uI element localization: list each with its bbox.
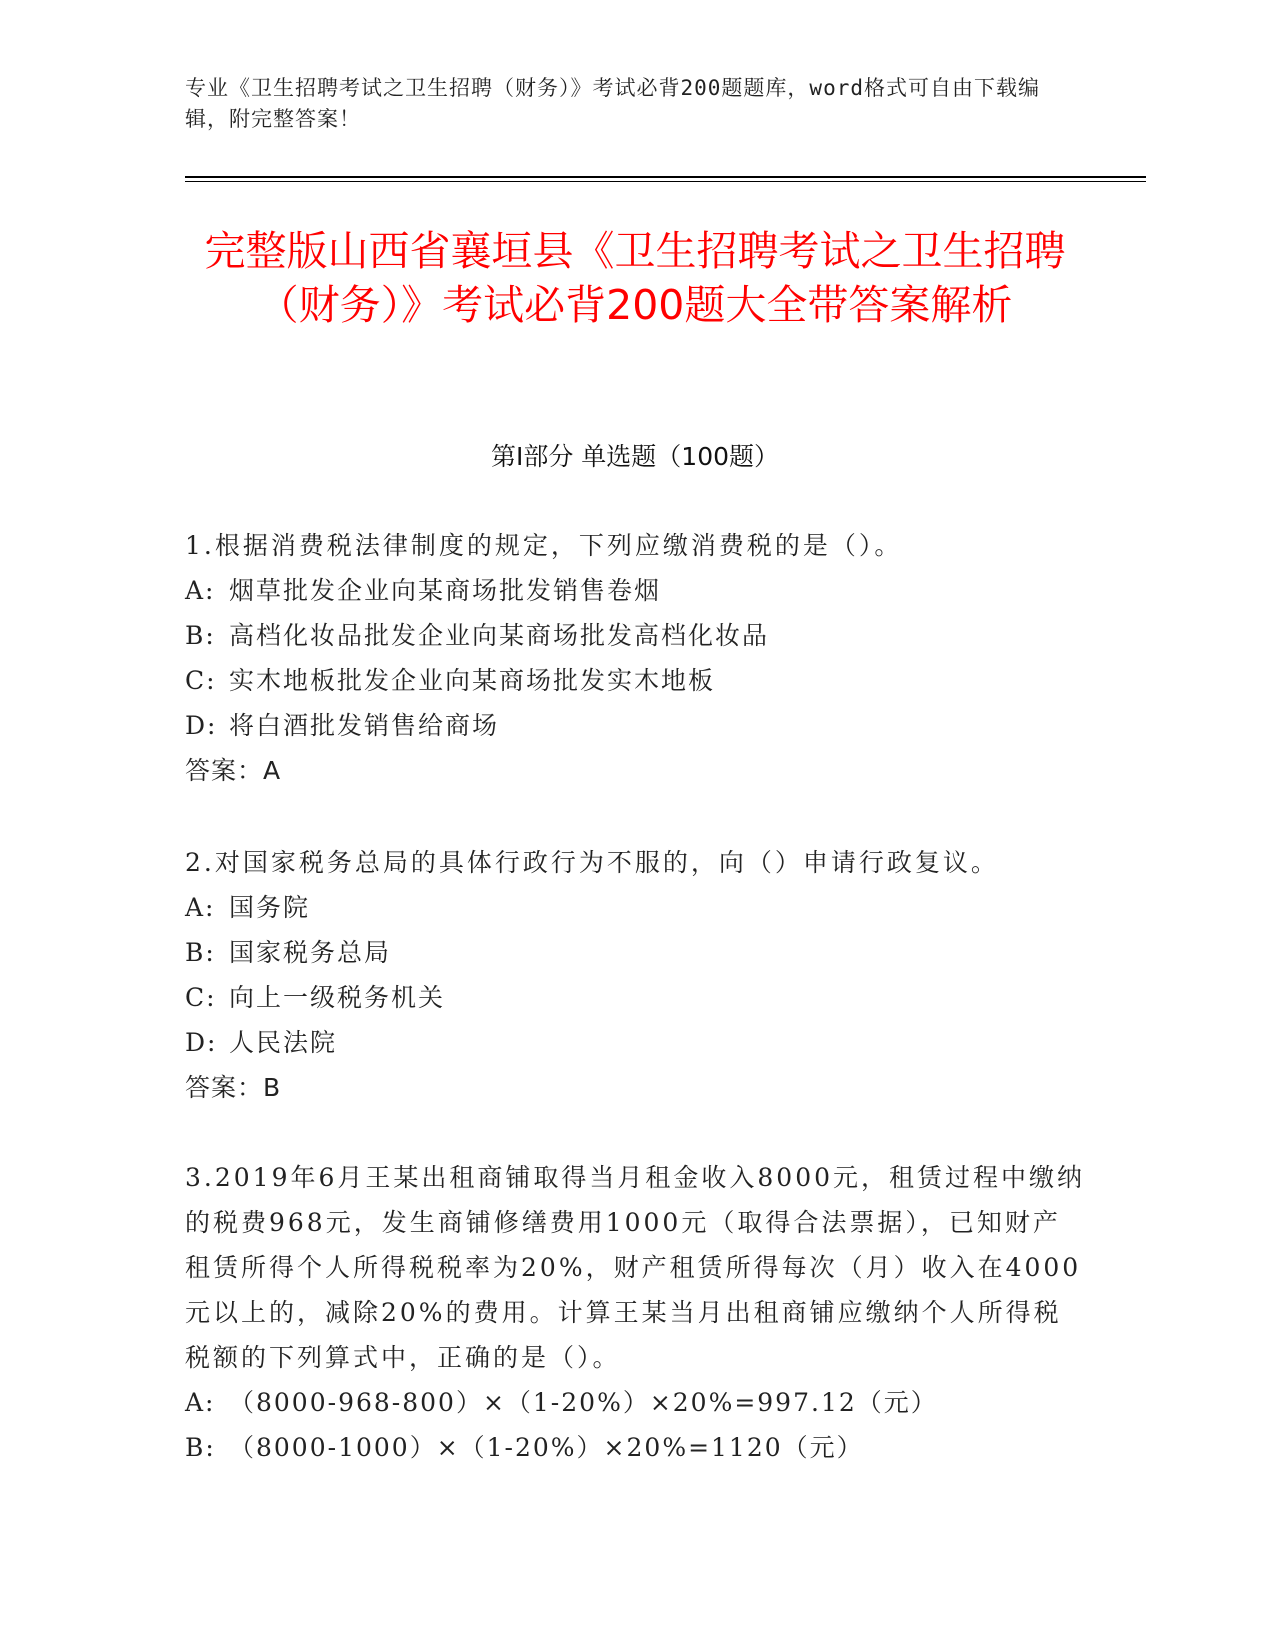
- option-a: [185, 1380, 1085, 1425]
- option-d: [185, 703, 1085, 748]
- option-key: B:: [185, 938, 216, 967]
- option-key: D:: [185, 711, 218, 740]
- option-text: 国务院: [229, 893, 311, 922]
- option-text: 国家税务总局: [229, 938, 392, 967]
- option-b: [185, 613, 1085, 658]
- answer-value: A: [263, 756, 282, 785]
- option-text: （8000-968-800）×（1-20%）×20%=997.12（元）: [229, 1388, 938, 1417]
- section-title: 第I部分 单选题（100题）: [490, 442, 780, 471]
- header-divider-thick: [185, 176, 1146, 178]
- answer-label: 答案：: [185, 756, 264, 785]
- option-c: [185, 658, 1085, 703]
- option-key: C:: [185, 666, 217, 695]
- header-divider-thin: [185, 181, 1146, 182]
- option-text: 人民法院: [229, 1028, 338, 1057]
- option-text: 烟草批发企业向某商场批发销售卷烟: [229, 576, 662, 605]
- option-key: D:: [185, 1028, 218, 1057]
- question-stem: 2.对国家税务总局的具体行政行为不服的，向（）申请行政复议。: [185, 848, 999, 877]
- answer-line: [185, 1065, 1085, 1110]
- question-stem: 1.根据消费税法律制度的规定，下列应缴消费税的是（）。: [185, 531, 903, 560]
- document-title: 完整版山西省襄垣县《卫生招聘考试之卫生招聘（财务）》考试必背200题大全带答案解析: [204, 227, 1066, 329]
- option-b: [185, 1425, 1085, 1470]
- header-note: 专业《卫生招聘考试之卫生招聘（财务）》考试必背200题题库，word格式可自由下载编辑，附完整答案！: [185, 76, 1040, 131]
- question-stem: 3.2019年6月王某出租商铺取得当月租金收入8000元，租赁过程中缴纳的税费968元，发生商铺修缮费用1000元（取得合法票据），已知财产租赁所得个人所得税税率为20%，财产租赁所得每次（月）收入在4000元以上的，减除20%的费用。计算王某当月出租商铺应缴纳个人所得税税额的下列算式中，正确的是（）。: [185, 1163, 1086, 1372]
- option-key: C:: [185, 983, 217, 1012]
- option-key: A:: [185, 893, 216, 922]
- option-text: 高档化妆品批发企业向某商场批发高档化妆品: [229, 621, 770, 650]
- option-c: [185, 975, 1085, 1020]
- question-3: [185, 1155, 1085, 1470]
- answer-value: B: [263, 1073, 282, 1102]
- option-key: B:: [185, 1433, 216, 1462]
- answer-line: [185, 748, 1085, 793]
- option-key: A:: [185, 1388, 216, 1417]
- option-d: [185, 1020, 1085, 1065]
- answer-label: 答案：: [185, 1073, 264, 1102]
- option-text: 实木地板批发企业向某商场批发实木地板: [229, 666, 716, 695]
- question-2: [185, 840, 1085, 1110]
- option-text: 向上一级税务机关: [229, 983, 446, 1012]
- option-text: 将白酒批发销售给商场: [229, 711, 500, 740]
- option-key: B:: [185, 621, 216, 650]
- option-a: [185, 568, 1085, 613]
- option-a: [185, 885, 1085, 930]
- option-key: A:: [185, 576, 216, 605]
- option-text: （8000-1000）×（1-20%）×20%=1120（元）: [229, 1433, 864, 1462]
- option-b: [185, 930, 1085, 975]
- question-1: [185, 523, 1085, 793]
